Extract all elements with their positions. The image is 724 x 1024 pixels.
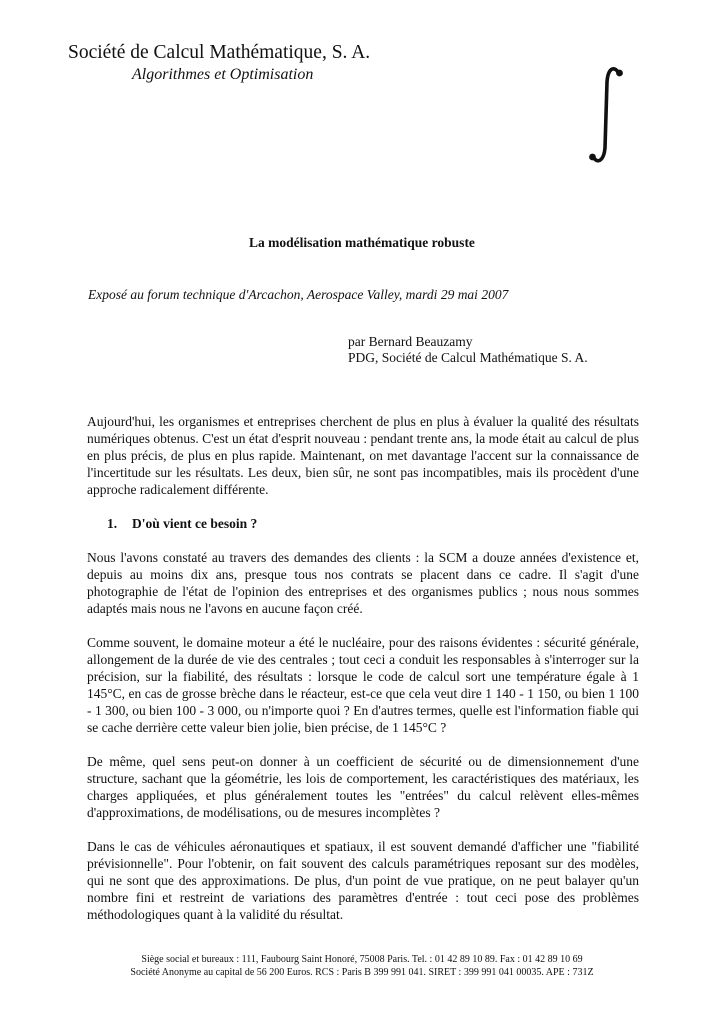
section-heading [87, 515, 639, 532]
author-block [348, 334, 588, 366]
paragraph: Comme souvent, le domaine moteur a été le nucléaire, pour des raisons évidentes : sécurité générale, allongement de la durée de vie des centrales ; tout ceci a conduit les responsables à s'interroger sur la précision, sur la fiabilité, des résultats : lorsque le code de calcul sort une température égale à 1 145°C, en cas de grosse brèche dans le réacteur, est-ce que cela veut dire 1 140 - 1 150, ou bien 1 100 - 1 300, ou bien 100 - 3 000, ou n'importe quoi ? En d'autres termes, quelle est l'information fiable qui se cache derrière cette valeur bien jolie, bien précise, de 1 145°C ? [87, 635, 639, 735]
author-role: PDG, Société de Calcul Mathématique S. A. [348, 350, 588, 365]
paragraph: Dans le cas de véhicules aéronautiques et spatiaux, il est souvent demandé d'afficher une "fiabilité prévisionnelle". Pour l'obtenir, on fait souvent des calculs paramétriques reposant sur des modèles, qui ne sont que des approximations. De plus, d'un point de vue pratique, on ne peut balayer qu'un nombre fini et restreint de variations des paramètres d'entrée : tout ceci pose des problèmes méthodologiques quant à la validité du résultat. [87, 839, 639, 922]
footer-legal: Société Anonyme au capital de 56 200 Euros. RCS : Paris B 399 991 041. SIRET : 399 991 041 00035. APE : 731Z [130, 967, 594, 978]
document-title: La modélisation mathématique robuste [249, 235, 475, 250]
document-body [87, 413, 639, 940]
author-name: par Bernard Beauzamy [348, 334, 473, 349]
paragraph: Nous l'avons constaté au travers des demandes des clients : la SCM a douze années d'existence et, depuis au moins dix ans, presque tous nos contrats se placent dans ce cadre. Il s'agit d'une photographie de l'état de l'opinion des entreprises et des organismes publics ; nous nous sommes adaptés mais nous ne l'avons en aucune façon créé. [87, 550, 639, 616]
company-name: Société de Calcul Mathématique, S. A. [68, 42, 371, 63]
section-title: D'où vient ce besoin ? [132, 516, 258, 531]
event-line: Exposé au forum technique d'Arcachon, Aerospace Valley, mardi 29 mai 2007 [88, 287, 509, 302]
integral-icon [584, 60, 634, 170]
paragraph: De même, quel sens peut-on donner à un coefficient de sécurité ou de dimensionnement d'une structure, sachant que la géométrie, les lois de comportement, les caractéristiques des matériaux, les charges appliquées, et plus généralement toutes les "entrées" du calcul relèvent elles-mêmes d'approximations, de modélisations, ou de mesures incomplètes ? [87, 754, 639, 820]
company-subtitle: Algorithmes et Optimisation [132, 66, 314, 83]
intro-paragraph: Aujourd'hui, les organismes et entreprises cherchent de plus en plus à évaluer la qualité des résultats numériques obtenus. C'est un état d'esprit nouveau : pendant trente ans, la mode était au calcul de plus en plus précis, de plus en plus rapide. Maintenant, on met davantage l'accent sur la connaissance de l'incertitude sur les résultats. Les deux, bien sûr, ne sont pas incompatibles, mais ils procèdent d'une approche radicalement différente. [87, 414, 639, 497]
section-number: 1. [107, 516, 118, 531]
footer-address: Siège social et bureaux : 111, Faubourg Saint Honoré, 75008 Paris. Tel. : 01 42 89 10 89. Fax : 01 42 89 10 69 [141, 954, 583, 965]
page-footer [0, 953, 724, 979]
